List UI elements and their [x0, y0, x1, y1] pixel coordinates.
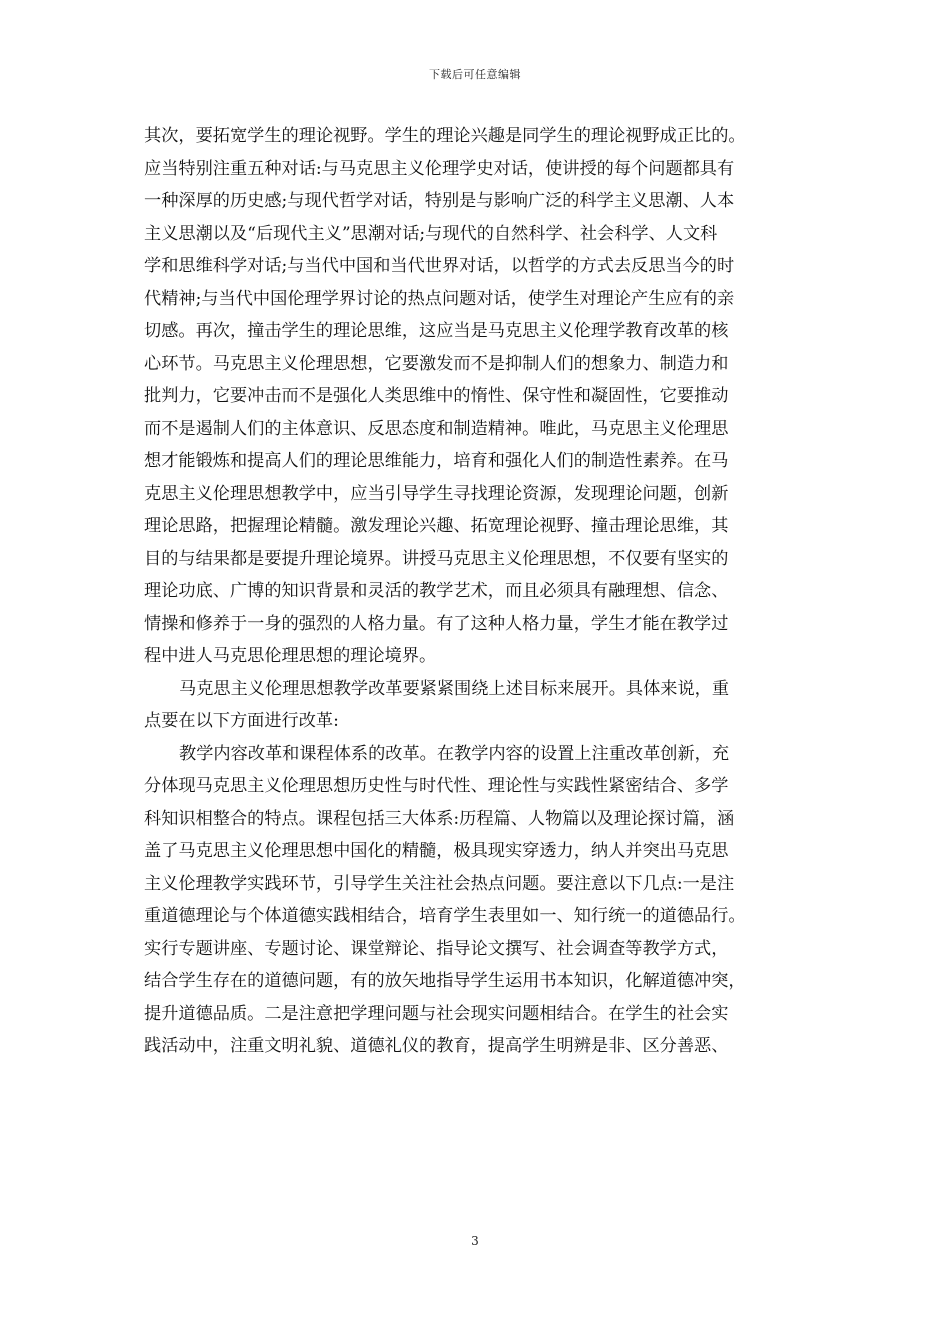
- text-line: 而不是遏制人们的主体意识、反思态度和制造精神。唯此，马克思主义伦理思: [144, 418, 729, 439]
- body-text: [144, 120, 809, 1063]
- text-line: 程中进人马克思伦理思想的理论境界。: [144, 646, 437, 666]
- text-line: 心环节。马克思主义伦理思想，它要激发而不是抑制人们的想象力、制造力和: [144, 353, 729, 374]
- text-line: 分体现马克思主义伦理思想历史性与时代性、理论性与实践性紧密结合、多学: [144, 776, 729, 796]
- paragraph-start-line: 教学内容改革和课程体系的改革。在教学内容的设置上注重改革创新，充: [179, 743, 730, 764]
- text-line: 其次，要拓宽学生的理论视野。学生的理论兴趣是同学生的理论视野成正比的。: [144, 126, 746, 146]
- text-line: 学和思维科学对话;与当代中国和当代世界对话，以哲学的方式去反思当今的时: [144, 256, 735, 276]
- text-line: 点要在以下方面进行改革:: [144, 711, 339, 731]
- text-line: 实行专题讲座、专题讨论、课堂辩论、指导论文撰写、社会调查等教学方式，: [144, 938, 729, 959]
- paragraph-start-line: 马克思主义伦理思想教学改革要紧紧围绕上述目标来展开。具体来说，重: [179, 678, 730, 699]
- text-line: 想才能锻炼和提高人们的理论思维能力，培育和强化人们的制造性素养。在马: [144, 451, 729, 471]
- text-line: 批判力，它要冲击而不是强化人类思维中的惰性、保守性和凝固性，它要推动: [144, 386, 729, 406]
- text-line: 理论思路，把握理论精髓。激发理论兴趣、拓宽理论视野、撞击理论思维，其: [144, 516, 729, 536]
- text-line: 理论功底、广博的知识背景和灵活的教学艺术，而且必须具有融理想、信念、: [144, 581, 729, 601]
- text-line: 主义思潮以及“后现代主义”思潮对话;与现代的自然科学、社会科学、人文科: [144, 223, 718, 244]
- text-line: 目的与结果都是要提升理论境界。讲授马克思主义伦理思想，不仅要有坚实的: [144, 548, 729, 569]
- text-line: 重道德理论与个体道德实践相结合，培育学生表里如一、知行统一的道德品行。: [144, 906, 746, 926]
- page-header: 下载后可任意编辑: [429, 68, 521, 81]
- text-line: 切感。再次，撞击学生的理论思维，这应当是马克思主义伦理学教育改革的核: [144, 321, 729, 341]
- page-number: 3: [471, 1234, 479, 1248]
- text-line: 代精神;与当代中国伦理学界讨论的热点问题对话，使学生对理论产生应有的亲: [144, 288, 735, 309]
- text-line: 情操和修养于一身的强烈的人格力量。有了这种人格力量，学生才能在教学过: [144, 613, 729, 634]
- text-line: 一种深厚的历史感;与现代哲学对话，特别是与影响广泛的科学主义思潮、人本: [144, 191, 735, 211]
- text-line: 践活动中，注重文明礼貌、道德礼仪的教育，提高学生明辨是非、区分善恶、: [144, 1036, 729, 1056]
- text-line: 盖了马克思主义伦理思想中国化的精髓，极具现实穿透力，纳人并突出马克思: [144, 841, 729, 861]
- text-line: 结合学生存在的道德问题，有的放矢地指导学生运用书本知识，化解道德冲突，: [144, 971, 746, 991]
- text-line: 应当特别注重五种对话:与马克思主义伦理学史对话，使讲授的每个问题都具有: [144, 158, 735, 179]
- text-line: 科知识相整合的特点。课程包括三大体系:历程篇、人物篇以及理论探讨篇，涵: [144, 808, 735, 829]
- text-line: 主义伦理教学实践环节，引导学生关注社会热点问题。要注意以下几点:一是注: [144, 873, 735, 894]
- text-line: 克思主义伦理思想教学中，应当引导学生寻找理论资源，发现理论问题，创新: [144, 483, 729, 504]
- text-line: 提升道德品质。二是注意把学理问题与社会现实问题相结合。在学生的社会实: [144, 1003, 729, 1024]
